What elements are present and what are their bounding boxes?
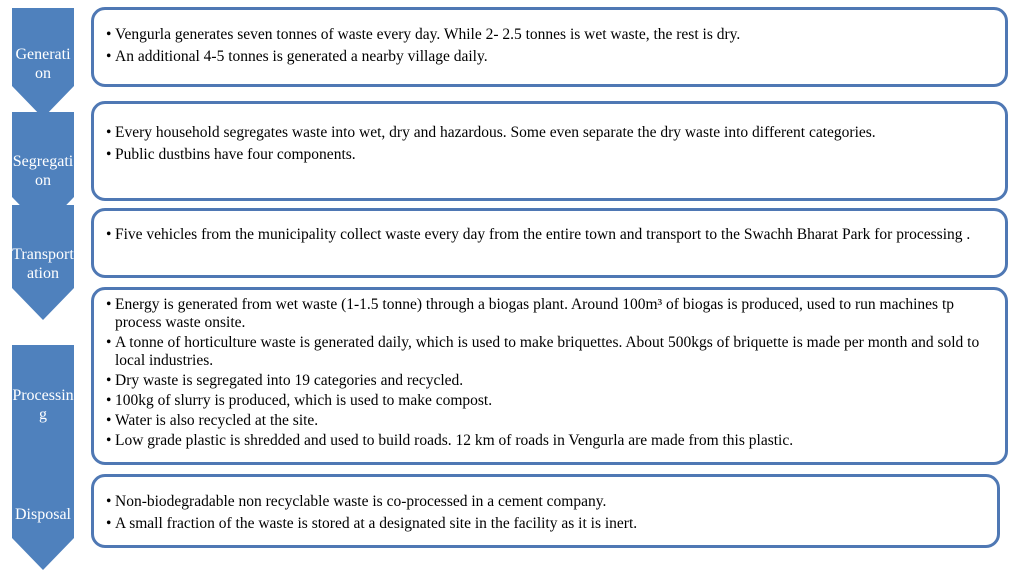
bullet-item: • Vengurla generates seven tonnes of waste every day. While 2- 2.5 tonnes is wet waste, the rest is dry. (106, 26, 995, 44)
stage-label-segregation: Segregation (12, 153, 74, 189)
bullet-item: • A tonne of horticulture waste is generated daily, which is used to make briquettes. About 500kgs of briquette is made per month and sold to local industries. (106, 334, 995, 370)
stage-label-disposal: Disposal (15, 505, 71, 523)
bullet-item: • Water is also recycled at the site. (106, 412, 995, 430)
panel-disposal (91, 474, 1000, 548)
bullet-item: • An additional 4-5 tonnes is generated a nearby village daily. (106, 48, 995, 66)
bullet-item: • Public dustbins have four components. (106, 146, 995, 164)
panel-generation (91, 7, 1008, 87)
panel-segregation (91, 101, 1008, 201)
stage-label-generation: Generation (15, 46, 71, 82)
bullet-item: • Low grade plastic is shredded and used to build roads. 12 km of roads in Vengurla are made from this plastic. (106, 432, 995, 450)
bullet-item: • A small fraction of the waste is stored at a designated site in the facility as it is inert. (106, 515, 987, 533)
bullet-item: • Non-biodegradable non recyclable waste is co-processed in a cement company. (106, 493, 987, 511)
bullet-item: • 100kg of slurry is produced, which is used to make compost. (106, 392, 995, 410)
stage-label-processing: Processing (12, 387, 74, 423)
bullet-item: • Dry waste is segregated into 19 categories and recycled. (106, 372, 995, 390)
panel-processing (91, 287, 1008, 465)
stage-label-transportation: Transportation (12, 246, 74, 282)
bullet-item: • Five vehicles from the municipality collect waste every day from the entire town and transport to the Swachh Bharat Park for processing . (106, 226, 995, 244)
bullet-item: • Energy is generated from wet waste (1-1.5 tonne) through a biogas plant. Around 100m³ of biogas is produced, used to run machines tp process waste onsite. (106, 296, 995, 332)
bullet-item: • Every household segregates waste into wet, dry and hazardous. Some even separate the dry waste into different categories. (106, 124, 995, 142)
panel-transportation (91, 208, 1008, 278)
